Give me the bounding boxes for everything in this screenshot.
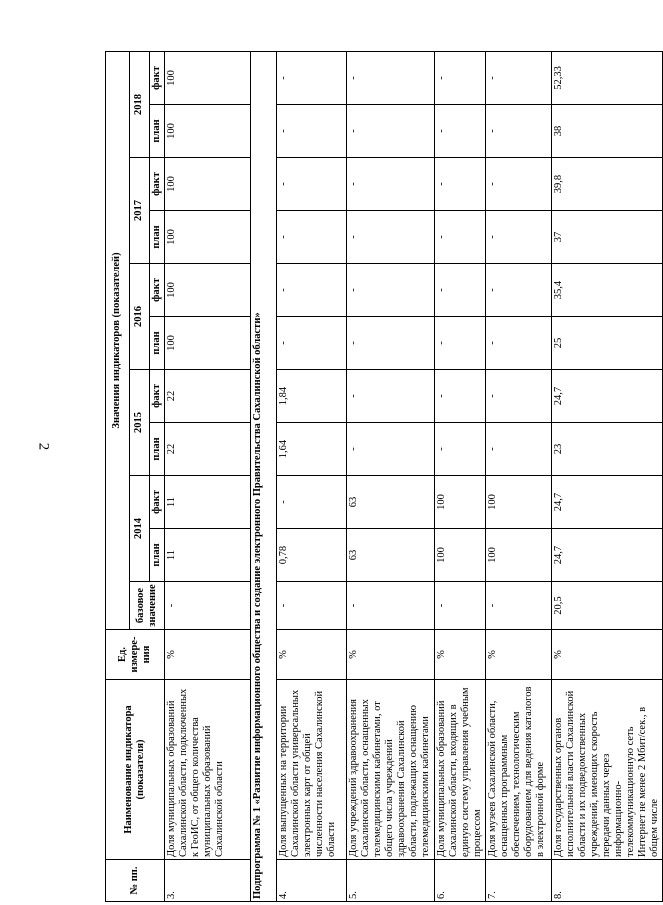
row-value: 0,78 [277, 529, 347, 582]
header-year: 2018 [130, 51, 150, 157]
indicators-table [105, 51, 663, 902]
row-unit: % [434, 630, 485, 680]
row-value: - [277, 105, 347, 158]
row-value: - [485, 423, 551, 476]
row-value: - [434, 264, 485, 317]
row-value: - [485, 317, 551, 370]
header-fact: факт [150, 476, 165, 529]
row-name: Доля государственных органов исполнительной власти Сахалинской области и их подведомственных учреждений, имеющих скорость передачи данных через информационно-телекоммуникационную сеть Интернет не менее 2 Мбит/сек., в общем числе [551, 680, 663, 860]
row-value: - [347, 423, 434, 476]
row-value: - [277, 476, 347, 529]
header-plan: план [150, 105, 165, 158]
header-base: базовое значение [130, 582, 165, 630]
row-value: 100 [165, 158, 251, 211]
row-value: 1,84 [277, 370, 347, 423]
row-value: - [434, 370, 485, 423]
row-num: 7. [485, 860, 551, 902]
row-value: 52,33 [551, 51, 663, 104]
row-value: - [434, 105, 485, 158]
row-num: 5. [347, 860, 434, 902]
header-plan: план [150, 317, 165, 370]
row-value: - [434, 158, 485, 211]
row-unit: % [485, 630, 551, 680]
header-fact: факт [150, 158, 165, 211]
row-base: - [347, 582, 434, 630]
row-value: - [277, 158, 347, 211]
row-value: - [485, 105, 551, 158]
row-value: - [347, 317, 434, 370]
rotated-table-page [105, 52, 661, 902]
row-value: 100 [434, 476, 485, 529]
row-value: 37 [551, 211, 663, 264]
row-unit: % [165, 630, 251, 680]
table-row [277, 51, 347, 901]
table-row [347, 51, 434, 901]
row-unit: % [347, 630, 434, 680]
row-value: - [485, 158, 551, 211]
row-value: 100 [165, 211, 251, 264]
row-value: 11 [165, 529, 251, 582]
subprogram-title: Подпрограмма № 1 «Развитие информационного общества и создание электронного Правительства Сахалинской области» [251, 51, 277, 901]
row-value: 100 [485, 529, 551, 582]
row-value: - [277, 211, 347, 264]
header-year: 2015 [130, 370, 150, 476]
row-value: - [347, 105, 434, 158]
row-value: 24,7 [551, 370, 663, 423]
row-value: - [434, 423, 485, 476]
table-row [434, 51, 485, 901]
header-values-group: Значения индикаторов (показателей) [106, 51, 130, 629]
row-value: - [277, 264, 347, 317]
row-num: 4. [277, 860, 347, 902]
row-value: 100 [434, 529, 485, 582]
row-name: Доля выпущенных на территории Сахалинской области универсальных электронных карт от общей численности населения Сахалинской области [277, 680, 347, 860]
row-name: Доля учреждений здравоохранения Сахалинской области, оснащенных телемедицинскими кабинетами, от общего числа учреждений здравоохранения Сахалинской области, подлежащих оснащению телемедицинскими кабинетами [347, 680, 434, 860]
row-value: - [434, 317, 485, 370]
table-row [485, 51, 551, 901]
row-value: 25 [551, 317, 663, 370]
row-value: 22 [165, 423, 251, 476]
header-fact: факт [150, 370, 165, 423]
row-base: 20,5 [551, 582, 663, 630]
header-name: Наименование индикатора (показателя) [106, 680, 165, 860]
row-value: - [347, 264, 434, 317]
row-value: 100 [165, 264, 251, 317]
row-name: Доля музеев Сахалинской области, оснащенных программным обеспечением, технологическим оборудованием для ведения каталогов в электронной форме [485, 680, 551, 860]
row-unit: % [551, 630, 663, 680]
row-value: 100 [485, 476, 551, 529]
row-value: - [277, 317, 347, 370]
row-value: 100 [165, 317, 251, 370]
row-value: 100 [165, 51, 251, 104]
row-value: 24,7 [551, 476, 663, 529]
row-value: 24,7 [551, 529, 663, 582]
header-plan: план [150, 211, 165, 264]
header-year: 2014 [130, 476, 150, 582]
row-value: 100 [165, 105, 251, 158]
row-value: - [347, 211, 434, 264]
row-value: - [485, 264, 551, 317]
row-value: 63 [347, 529, 434, 582]
row-value: - [485, 51, 551, 104]
row-num: 3. [165, 860, 251, 902]
row-name: Доля муниципальных образований Сахалинской области, входящих в единую систему управления учебным процессом [434, 680, 485, 860]
row-value: - [347, 51, 434, 104]
row-value: 23 [551, 423, 663, 476]
row-value: 35,4 [551, 264, 663, 317]
row-value: - [277, 51, 347, 104]
header-plan: план [150, 529, 165, 582]
table-row [165, 51, 251, 901]
row-value: 63 [347, 476, 434, 529]
row-base: - [165, 582, 251, 630]
header-unit: Ед. измере-ния [106, 630, 165, 680]
row-base: - [485, 582, 551, 630]
row-value: - [485, 370, 551, 423]
row-value: - [485, 211, 551, 264]
table-row [551, 51, 663, 901]
row-name: Доля муниципальных образований Сахалинской области, подключенных к ГеоИС, от общего количества муниципальных образований Сахалинской области [165, 680, 251, 860]
row-value: - [347, 158, 434, 211]
row-value: 22 [165, 370, 251, 423]
row-value: - [434, 51, 485, 104]
row-num: 8. [551, 860, 663, 902]
row-base: - [277, 582, 347, 630]
row-value: 39,8 [551, 158, 663, 211]
header-fact: факт [150, 51, 165, 104]
row-value: 1,64 [277, 423, 347, 476]
row-value: - [434, 211, 485, 264]
header-year: 2017 [130, 158, 150, 264]
row-unit: % [277, 630, 347, 680]
header-fact: факт [150, 264, 165, 317]
row-value: - [347, 370, 434, 423]
row-base: - [434, 582, 485, 630]
header-num: № пп. [106, 860, 165, 902]
header-plan: план [150, 423, 165, 476]
row-value: 38 [551, 105, 663, 158]
page-number: 2 [35, 442, 52, 451]
header-year: 2016 [130, 264, 150, 370]
row-value: 11 [165, 476, 251, 529]
row-num: 6. [434, 860, 485, 902]
